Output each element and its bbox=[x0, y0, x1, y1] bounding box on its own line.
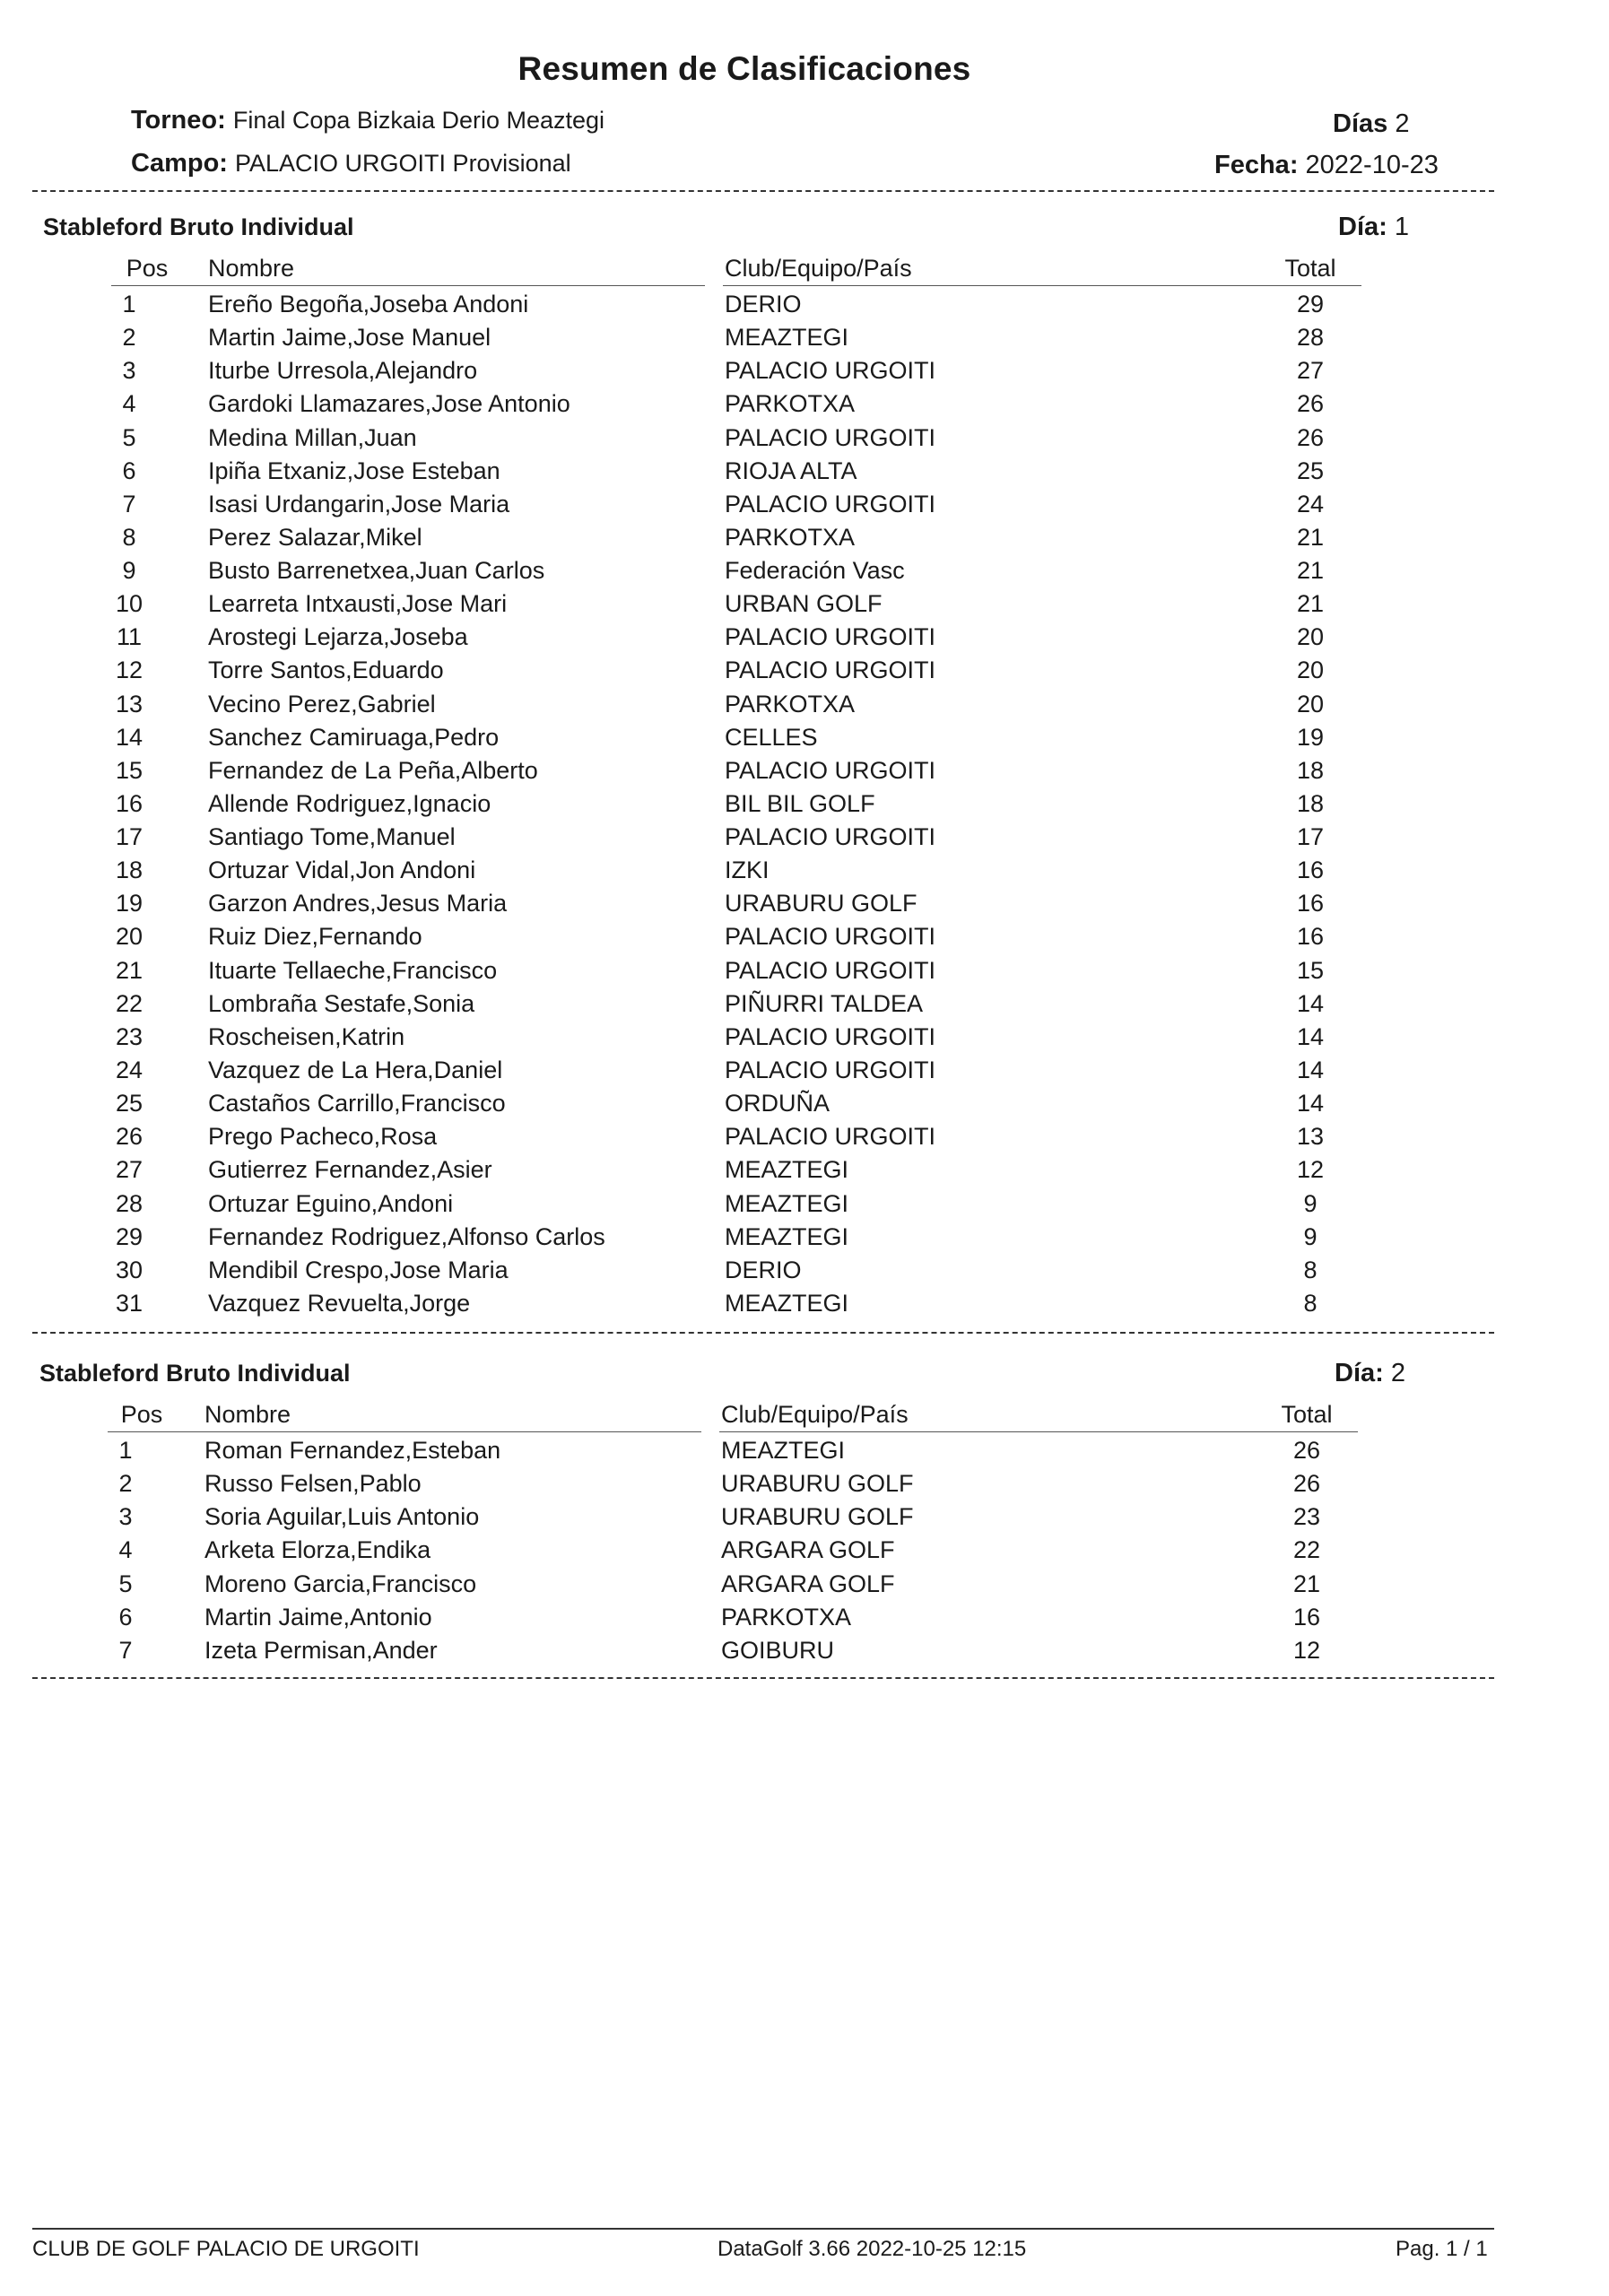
row-club: MEAZTEGI bbox=[725, 1289, 849, 1317]
table-row bbox=[0, 491, 1609, 524]
table-row bbox=[0, 1604, 1609, 1637]
row-total: 21 bbox=[1296, 523, 1325, 551]
row-name: Martin Jaime,Jose Manuel bbox=[208, 324, 491, 352]
row-club: MEAZTEGI bbox=[721, 1437, 846, 1464]
row-position: 18 bbox=[115, 857, 144, 884]
row-club: PARKOTXA bbox=[721, 1603, 852, 1631]
row-name: Fernandez de La Peña,Alberto bbox=[208, 756, 538, 784]
row-total: 19 bbox=[1296, 723, 1325, 751]
row-total: 20 bbox=[1296, 657, 1325, 684]
row-club: GOIBURU bbox=[721, 1636, 835, 1664]
col-club-header: Club/Equipo/País bbox=[725, 255, 912, 282]
row-total: 21 bbox=[1296, 590, 1325, 618]
row-total: 12 bbox=[1296, 1156, 1325, 1184]
table-row bbox=[0, 590, 1609, 623]
table-row bbox=[0, 890, 1609, 923]
row-club: PALACIO URGOITI bbox=[725, 1056, 936, 1083]
row-total: 14 bbox=[1296, 1090, 1325, 1118]
col-total-header: Total bbox=[1281, 1401, 1333, 1428]
table-row bbox=[0, 823, 1609, 857]
table-row bbox=[0, 1257, 1609, 1290]
row-total: 20 bbox=[1296, 690, 1325, 718]
row-name: Ituarte Tellaeche,Francisco bbox=[208, 956, 498, 984]
row-name: Busto Barrenetxea,Juan Carlos bbox=[208, 557, 545, 585]
row-name: Ruiz Diez,Fernando bbox=[208, 923, 422, 951]
divider bbox=[32, 1677, 1494, 1679]
row-club: ARGARA GOLF bbox=[721, 1536, 895, 1564]
table-row bbox=[0, 790, 1609, 823]
table-row bbox=[0, 1503, 1609, 1536]
row-position: 15 bbox=[115, 756, 144, 784]
row-total: 24 bbox=[1296, 490, 1325, 517]
row-club: Federación Vasc bbox=[725, 557, 905, 585]
date-info bbox=[1214, 151, 1439, 180]
row-total: 20 bbox=[1296, 623, 1325, 651]
page-title: Resumen de Clasificaciones bbox=[517, 50, 971, 87]
row-name: Garzon Andres,Jesus Maria bbox=[208, 890, 508, 918]
row-name: Santiago Tome,Manuel bbox=[208, 823, 456, 851]
header-underline bbox=[108, 1431, 701, 1432]
row-club: IZKI bbox=[725, 857, 770, 884]
row-club: PALACIO URGOITI bbox=[725, 1022, 936, 1050]
table-row bbox=[0, 1057, 1609, 1090]
row-total: 25 bbox=[1296, 457, 1325, 484]
dias-label: Días bbox=[1333, 109, 1388, 138]
row-total: 16 bbox=[1296, 890, 1325, 918]
table-row bbox=[0, 990, 1609, 1023]
row-name: Vecino Perez,Gabriel bbox=[208, 690, 436, 718]
row-name: Isasi Urdangarin,Jose Maria bbox=[208, 490, 510, 517]
row-total: 13 bbox=[1296, 1123, 1325, 1151]
row-name: Castaños Carrillo,Francisco bbox=[208, 1090, 506, 1118]
row-name: Gardoki Llamazares,Jose Antonio bbox=[208, 390, 570, 418]
section-1-title: Stableford Bruto Individual bbox=[43, 213, 354, 240]
row-club: ARGARA GOLF bbox=[721, 1570, 895, 1597]
row-club: MEAZTEGI bbox=[725, 1222, 849, 1250]
row-name: Izeta Permisan,Ander bbox=[204, 1636, 438, 1664]
row-position: 28 bbox=[115, 1189, 144, 1217]
divider bbox=[32, 190, 1494, 192]
row-position: 4 bbox=[122, 390, 136, 418]
row-club: ORDUÑA bbox=[725, 1090, 831, 1118]
row-club: PALACIO URGOITI bbox=[725, 357, 936, 385]
row-position: 3 bbox=[118, 1503, 133, 1531]
row-total: 26 bbox=[1296, 390, 1325, 418]
row-club: MEAZTEGI bbox=[725, 1156, 849, 1184]
row-name: Roscheisen,Katrin bbox=[208, 1022, 405, 1050]
row-total: 9 bbox=[1303, 1189, 1318, 1217]
table-row bbox=[0, 957, 1609, 990]
row-position: 25 bbox=[115, 1090, 144, 1118]
row-total: 12 bbox=[1292, 1636, 1321, 1664]
row-club: PALACIO URGOITI bbox=[725, 657, 936, 684]
row-name: Moreno Garcia,Francisco bbox=[204, 1570, 477, 1597]
days-info bbox=[1333, 109, 1409, 139]
dia-label: Día: bbox=[1338, 213, 1387, 241]
row-club: PALACIO URGOITI bbox=[725, 756, 936, 784]
row-club: PALACIO URGOITI bbox=[725, 823, 936, 851]
course-info bbox=[131, 149, 571, 178]
table-row bbox=[0, 1090, 1609, 1123]
table-row bbox=[0, 1570, 1609, 1604]
row-total: 21 bbox=[1292, 1570, 1321, 1597]
row-club: URBAN GOLF bbox=[725, 590, 883, 618]
table-row bbox=[0, 623, 1609, 657]
table-row bbox=[0, 1437, 1609, 1470]
row-name: Roman Fernandez,Esteban bbox=[204, 1437, 501, 1464]
table-row bbox=[0, 1156, 1609, 1189]
row-club: RIOJA ALTA bbox=[725, 457, 857, 484]
row-position: 31 bbox=[115, 1289, 144, 1317]
row-total: 26 bbox=[1292, 1470, 1321, 1498]
row-name: Ortuzar Eguino,Andoni bbox=[208, 1189, 454, 1217]
table-row bbox=[0, 357, 1609, 390]
row-total: 8 bbox=[1303, 1256, 1318, 1283]
row-name: Arostegi Lejarza,Joseba bbox=[208, 623, 468, 651]
torneo-value: Final Copa Bizkaia Derio Meaztegi bbox=[232, 107, 605, 134]
table-row bbox=[0, 1470, 1609, 1503]
row-total: 16 bbox=[1292, 1603, 1321, 1631]
row-name: Learreta Intxausti,Jose Mari bbox=[208, 590, 508, 618]
row-position: 11 bbox=[116, 623, 143, 651]
row-total: 17 bbox=[1296, 823, 1325, 851]
table-row bbox=[0, 857, 1609, 890]
row-position: 13 bbox=[115, 690, 144, 718]
row-total: 8 bbox=[1303, 1289, 1318, 1317]
row-club: DERIO bbox=[725, 1256, 802, 1283]
col-nombre-header: Nombre bbox=[208, 255, 295, 282]
table-row bbox=[0, 1123, 1609, 1156]
row-position: 27 bbox=[115, 1156, 144, 1184]
row-position: 21 bbox=[115, 956, 144, 984]
row-position: 22 bbox=[115, 989, 144, 1017]
row-club: MEAZTEGI bbox=[725, 1189, 849, 1217]
row-club: PARKOTXA bbox=[725, 390, 856, 418]
row-total: 29 bbox=[1296, 291, 1325, 317]
row-club: PARKOTXA bbox=[725, 690, 856, 718]
row-total: 26 bbox=[1292, 1437, 1321, 1464]
table-row bbox=[0, 557, 1609, 590]
row-club: BIL BIL GOLF bbox=[725, 789, 875, 817]
row-position: 17 bbox=[115, 823, 144, 851]
table-row bbox=[0, 1190, 1609, 1223]
row-total: 9 bbox=[1303, 1222, 1318, 1250]
col-total-header: Total bbox=[1284, 255, 1336, 282]
footer-page: Pag. 1 / 1 bbox=[1396, 2237, 1488, 2261]
row-club: MEAZTEGI bbox=[725, 324, 849, 352]
row-name: Martin Jaime,Antonio bbox=[204, 1603, 432, 1631]
row-position: 10 bbox=[115, 590, 144, 618]
row-position: 2 bbox=[118, 1470, 133, 1498]
campo-label: Campo: bbox=[131, 149, 228, 178]
row-position: 30 bbox=[115, 1256, 144, 1283]
row-position: 16 bbox=[115, 789, 144, 817]
row-name: Vazquez de La Hera,Daniel bbox=[208, 1056, 503, 1083]
table-row bbox=[0, 390, 1609, 423]
row-total: 22 bbox=[1292, 1536, 1321, 1564]
col-pos-header: Pos bbox=[120, 1401, 163, 1428]
table-row bbox=[0, 324, 1609, 357]
row-club: DERIO bbox=[725, 291, 802, 317]
col-pos-header: Pos bbox=[126, 255, 169, 282]
table-row bbox=[0, 1637, 1609, 1670]
row-total: 14 bbox=[1296, 989, 1325, 1017]
row-club: PALACIO URGOITI bbox=[725, 423, 936, 451]
header-underline bbox=[719, 1431, 1358, 1432]
section-2-day bbox=[1335, 1359, 1405, 1388]
row-position: 19 bbox=[115, 890, 144, 918]
row-position: 14 bbox=[115, 723, 144, 751]
tournament-info bbox=[131, 106, 604, 135]
row-name: Medina Millan,Juan bbox=[208, 423, 417, 451]
row-name: Ortuzar Vidal,Jon Andoni bbox=[208, 857, 476, 884]
row-position: 9 bbox=[122, 557, 136, 585]
row-club: PARKOTXA bbox=[725, 523, 856, 551]
table-row bbox=[0, 1223, 1609, 1257]
row-position: 3 bbox=[122, 357, 136, 385]
table-row bbox=[0, 291, 1609, 324]
row-club: PALACIO URGOITI bbox=[725, 623, 936, 651]
row-total: 26 bbox=[1296, 423, 1325, 451]
table-row bbox=[0, 424, 1609, 457]
row-total: 16 bbox=[1296, 923, 1325, 951]
row-position: 5 bbox=[118, 1570, 133, 1597]
row-club: URABURU GOLF bbox=[721, 1503, 914, 1531]
table-row bbox=[0, 757, 1609, 790]
row-name: Iturbe Urresola,Alejandro bbox=[208, 357, 478, 385]
row-name: Ereño Begoña,Joseba Andoni bbox=[208, 291, 529, 317]
row-position: 1 bbox=[118, 1437, 133, 1464]
row-position: 24 bbox=[115, 1056, 144, 1083]
dia-label: Día: bbox=[1335, 1359, 1384, 1387]
row-name: Gutierrez Fernandez,Asier bbox=[208, 1156, 492, 1184]
row-position: 29 bbox=[115, 1222, 144, 1250]
row-position: 1 bbox=[122, 291, 136, 317]
row-name: Lombraña Sestafe,Sonia bbox=[208, 989, 475, 1017]
row-name: Prego Pacheco,Rosa bbox=[208, 1123, 438, 1151]
header-underline bbox=[723, 285, 1361, 286]
row-position: 2 bbox=[122, 324, 136, 352]
row-name: Arketa Elorza,Endika bbox=[204, 1536, 431, 1564]
row-total: 14 bbox=[1296, 1022, 1325, 1050]
row-total: 28 bbox=[1296, 324, 1325, 352]
dias-value: 2 bbox=[1395, 109, 1410, 138]
row-position: 23 bbox=[115, 1022, 144, 1050]
section-2-title: Stableford Bruto Individual bbox=[39, 1360, 351, 1387]
row-position: 8 bbox=[122, 523, 136, 551]
fecha-value: 2022-10-23 bbox=[1305, 151, 1439, 179]
row-name: Perez Salazar,Mikel bbox=[208, 523, 422, 551]
campo-value: PALACIO URGOITI Provisional bbox=[235, 150, 571, 177]
row-name: Vazquez Revuelta,Jorge bbox=[208, 1289, 471, 1317]
row-total: 23 bbox=[1292, 1503, 1321, 1531]
row-position: 4 bbox=[118, 1536, 133, 1564]
table-row bbox=[0, 724, 1609, 757]
row-position: 7 bbox=[122, 490, 136, 517]
row-club: URABURU GOLF bbox=[721, 1470, 914, 1498]
table-row bbox=[0, 1536, 1609, 1570]
row-club: PIÑURRI TALDEA bbox=[725, 989, 924, 1017]
torneo-label: Torneo: bbox=[131, 106, 226, 135]
fecha-label: Fecha: bbox=[1214, 151, 1299, 179]
col-club-header: Club/Equipo/País bbox=[721, 1401, 909, 1428]
row-total: 18 bbox=[1296, 789, 1325, 817]
row-club: URABURU GOLF bbox=[725, 890, 918, 918]
table-row bbox=[0, 524, 1609, 557]
row-club: PALACIO URGOITI bbox=[725, 490, 936, 517]
footer-rule bbox=[32, 2228, 1494, 2230]
row-position: 12 bbox=[115, 657, 144, 684]
row-name: Allende Rodriguez,Ignacio bbox=[208, 789, 491, 817]
table-row bbox=[0, 923, 1609, 956]
table-row bbox=[0, 457, 1609, 491]
row-name: Ipiña Etxaniz,Jose Esteban bbox=[208, 457, 500, 484]
dia-value: 2 bbox=[1390, 1359, 1405, 1387]
row-total: 14 bbox=[1296, 1056, 1325, 1083]
row-position: 6 bbox=[118, 1603, 133, 1631]
divider bbox=[32, 1332, 1494, 1334]
row-total: 16 bbox=[1296, 857, 1325, 884]
row-total: 18 bbox=[1296, 756, 1325, 784]
row-name: Mendibil Crespo,Jose Maria bbox=[208, 1256, 509, 1283]
table-row bbox=[0, 657, 1609, 690]
table-row bbox=[0, 1023, 1609, 1057]
row-name: Soria Aguilar,Luis Antonio bbox=[204, 1503, 480, 1531]
row-name: Fernandez Rodriguez,Alfonso Carlos bbox=[208, 1222, 605, 1250]
row-total: 15 bbox=[1296, 956, 1325, 984]
footer-software: DataGolf 3.66 2022-10-25 12:15 bbox=[718, 2237, 1027, 2261]
section-1-day bbox=[1338, 213, 1409, 242]
row-total: 21 bbox=[1296, 557, 1325, 585]
row-name: Torre Santos,Eduardo bbox=[208, 657, 444, 684]
table-row bbox=[0, 1290, 1609, 1323]
row-club: PALACIO URGOITI bbox=[725, 956, 936, 984]
row-club: PALACIO URGOITI bbox=[725, 923, 936, 951]
row-total: 27 bbox=[1296, 357, 1325, 385]
row-position: 6 bbox=[122, 457, 136, 484]
row-name: Sanchez Camiruaga,Pedro bbox=[208, 723, 500, 751]
col-nombre-header: Nombre bbox=[204, 1401, 291, 1428]
row-club: CELLES bbox=[725, 723, 818, 751]
header-underline bbox=[111, 285, 705, 286]
row-name: Russo Felsen,Pablo bbox=[204, 1470, 422, 1498]
row-position: 20 bbox=[115, 923, 144, 951]
row-position: 7 bbox=[118, 1636, 133, 1664]
table-row bbox=[0, 691, 1609, 724]
footer-club: CLUB DE GOLF PALACIO DE URGOITI bbox=[32, 2237, 420, 2261]
row-position: 5 bbox=[122, 423, 136, 451]
row-position: 26 bbox=[115, 1123, 144, 1151]
dia-value: 1 bbox=[1394, 213, 1409, 241]
row-club: PALACIO URGOITI bbox=[725, 1123, 936, 1151]
